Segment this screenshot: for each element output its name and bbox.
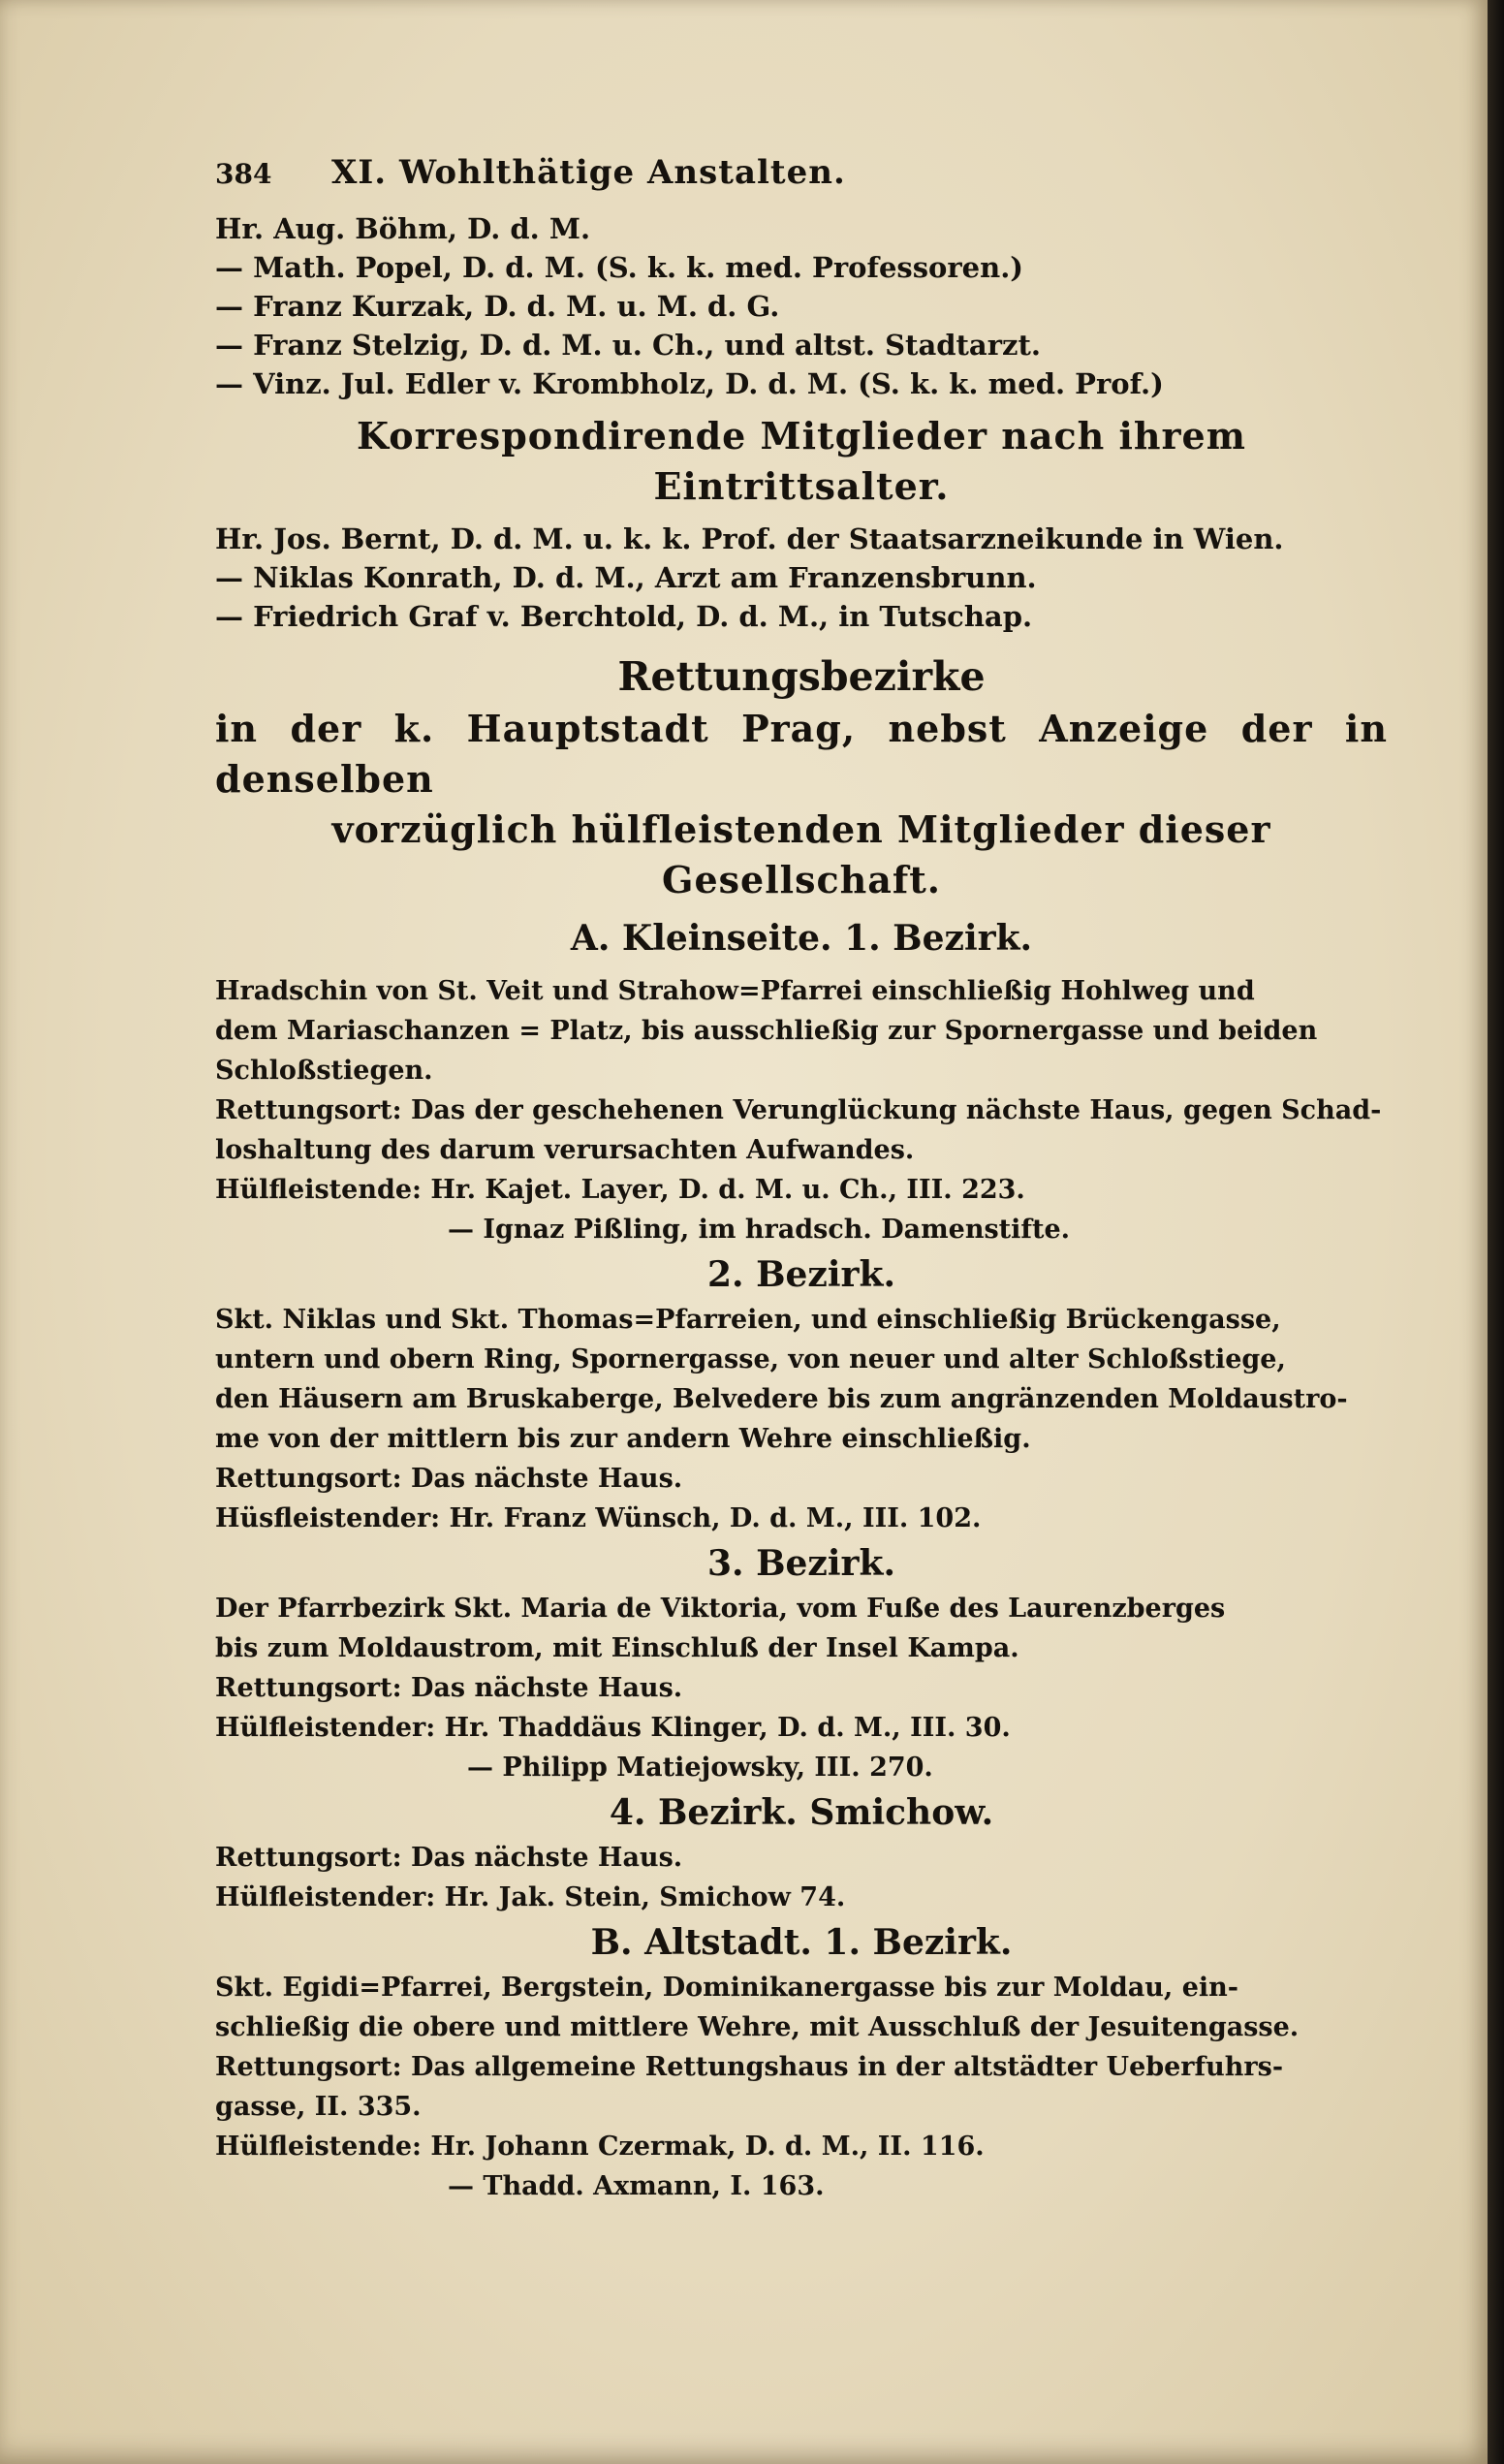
helper-line: — Thadd. Axmann, I. 163. (448, 2171, 825, 2201)
district-description-line: den Häusern am Bruskaberge, Belvedere bis zum angränzenden Moldaustro- (215, 1384, 1348, 1414)
rettungsort-line: Rettungsort: Das nächste Haus. (215, 1464, 683, 1494)
rettungsort-line: gasse, II. 335. (215, 2092, 422, 2122)
district-description-line: untern und obern Ring, Spornergasse, von neuer und alter Schloßstiege, (215, 1344, 1286, 1374)
rescue-districts-title: Rettungsbezirke (617, 653, 986, 700)
district-description-line: me von der mittlern bis zur andern Wehre einschließig. (215, 1424, 1031, 1454)
rettungsort-line: Rettungsort: Das der geschehenen Verunglückung nächste Haus, gegen Schad- (215, 1095, 1382, 1125)
district-description-line: dem Mariaschanzen = Platz, bis ausschließig zur Spornergasse und beiden (215, 1016, 1318, 1046)
helper-line: — Philipp Matiejowsky, III. 270. (467, 1753, 933, 1783)
district-description-line: Skt. Egidi=Pfarrei, Bergstein, Dominikanergasse bis zur Moldau, ein- (215, 1973, 1238, 2003)
district-description-line: Skt. Niklas und Skt. Thomas=Pfarreien, und einschließig Brückengasse, (215, 1305, 1281, 1335)
page-number: 384 (215, 158, 272, 190)
member-line: — Franz Kurzak, D. d. M. u. M. d. G. (215, 290, 780, 323)
member-line: — Vinz. Jul. Edler v. Krombholz, D. d. M. (S. k. k. med. Prof.) (215, 367, 1164, 400)
district-description-line: bis zum Moldaustrom, mit Einschluß der Insel Kampa. (215, 1633, 1019, 1663)
corresponding-members-heading: Korrespondirende Mitglieder nach ihrem Eintrittsalter. (357, 414, 1246, 508)
helper-line: — Ignaz Pißling, im hradsch. Damenstifte. (448, 1215, 1071, 1245)
rettungsort-line: loshaltung des darum verursachten Aufwandes. (215, 1135, 915, 1165)
book-edge-shadow (1488, 0, 1504, 2464)
rettungsort-line: Rettungsort: Das allgemeine Rettungshaus in der altstädter Ueberfuhrs- (215, 2052, 1284, 2082)
district-description-line: Schloßstiegen. (215, 1056, 433, 1086)
page-header (215, 155, 1388, 209)
page-text (215, 155, 1388, 2206)
helper-line: Hüsfleistender: Hr. Franz Wünsch, D. d. M., III. 102. (215, 1503, 982, 1533)
member-line: — Math. Popel, D. d. M. (S. k. k. med. Professoren.) (215, 251, 1024, 284)
helper-line: Hülfleistende: Hr. Johann Czermak, D. d. M., II. 116. (215, 2132, 985, 2162)
district-description-line: Hradschin von St. Veit und Strahow=Pfarrei einschließig Hohlweg und (215, 976, 1255, 1006)
corresponding-member-line: — Friedrich Graf v. Berchtold, D. d. M., in Tutschap. (215, 600, 1033, 633)
member-line: Hr. Aug. Böhm, D. d. M. (215, 212, 591, 245)
section-b-heading: B. Altstadt. 1. Bezirk. (590, 1922, 1013, 1963)
helper-line: Hülfleistender: Hr. Thaddäus Klinger, D. d. M., III. 30. (215, 1713, 1011, 1743)
district-4-heading: 4. Bezirk. Smichow. (609, 1792, 994, 1833)
rescue-subtitle-line: in der k. Hauptstadt Prag, nebst Anzeige der in denselben (215, 707, 1388, 801)
district-2-heading: 2. Bezirk. (706, 1254, 895, 1295)
corresponding-member-line: Hr. Jos. Bernt, D. d. M. u. k. k. Prof. der Staatsarzneikunde in Wien. (215, 522, 1284, 555)
running-title: XI. Wohlthätige Anstalten. (331, 153, 846, 192)
member-line: — Franz Stelzig, D. d. M. u. Ch., und altst. Stadtarzt. (215, 329, 1041, 362)
helper-line: Hülfleistender: Hr. Jak. Stein, Smichow 74. (215, 1882, 846, 1912)
district-description-line: schließig die obere und mittlere Wehre, mit Ausschluß der Jesuitengasse. (215, 2012, 1300, 2042)
district-description-line: Der Pfarrbezirk Skt. Maria de Viktoria, vom Fuße des Laurenzberges (215, 1594, 1226, 1624)
district-3-heading: 3. Bezirk. (706, 1543, 895, 1584)
rettungsort-line: Rettungsort: Das nächste Haus. (215, 1843, 683, 1873)
helper-line: Hülfleistende: Hr. Kajet. Layer, D. d. M. u. Ch., III. 223. (215, 1175, 1025, 1205)
rescue-subtitle-line: vorzüglich hülfleistenden Mitglieder dieser Gesellschaft. (331, 807, 1271, 901)
section-a-heading: A. Kleinseite. 1. Bezirk. (570, 918, 1033, 959)
corresponding-member-line: — Niklas Konrath, D. d. M., Arzt am Franzensbrunn. (215, 561, 1037, 594)
rettungsort-line: Rettungsort: Das nächste Haus. (215, 1673, 683, 1703)
